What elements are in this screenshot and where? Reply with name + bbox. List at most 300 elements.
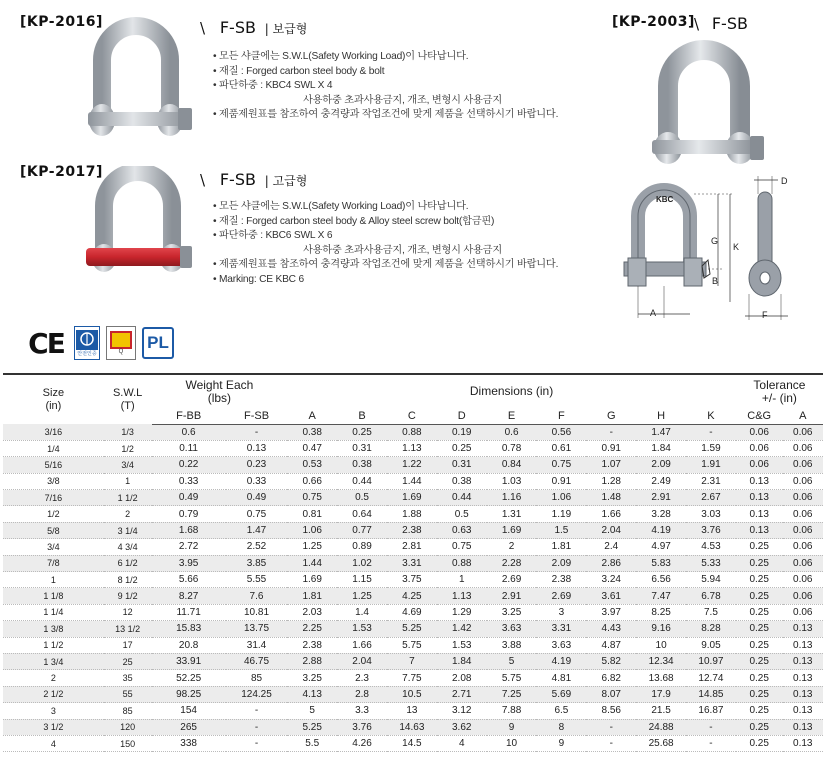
table-cell: 1.28 bbox=[601, 475, 621, 487]
col-subheader: K bbox=[686, 408, 736, 424]
swl-cell: 1 bbox=[125, 476, 131, 487]
table-cell: 1.44 bbox=[402, 475, 422, 487]
shackle-photo-kp2017 bbox=[80, 166, 200, 286]
spec-bullets-kp2017 bbox=[213, 200, 558, 288]
table-cell: 0.06 bbox=[793, 443, 813, 455]
table-row bbox=[3, 637, 823, 653]
table-cell: 12.74 bbox=[698, 672, 724, 684]
table-cell: 3.28 bbox=[651, 508, 671, 520]
table-cell: 0.13 bbox=[793, 672, 813, 684]
table-cell: 0.53 bbox=[302, 459, 322, 471]
table-cell: 0.47 bbox=[302, 443, 322, 455]
swl-cell: 85 bbox=[122, 705, 133, 716]
quality-mark-text: Q bbox=[118, 349, 124, 355]
table-cell: 0.13 bbox=[793, 623, 813, 635]
table-cell: 1.06 bbox=[302, 525, 322, 537]
table-cell: 0.13 bbox=[749, 492, 769, 504]
table-cell: 0.13 bbox=[793, 688, 813, 700]
table-cell: 7.47 bbox=[651, 590, 671, 602]
model-separator: \ bbox=[200, 19, 206, 37]
col-subheader: A bbox=[783, 408, 823, 424]
table-cell: 2.72 bbox=[178, 541, 199, 553]
swl-cell: 55 bbox=[122, 689, 133, 700]
dim-label-b: B bbox=[712, 276, 719, 286]
table-cell: 0.06 bbox=[749, 426, 769, 438]
swl-cell: 1 1/2 bbox=[117, 492, 138, 503]
table-cell: 0.88 bbox=[451, 557, 472, 569]
col-subheader: G bbox=[586, 408, 636, 424]
table-cell: 0.23 bbox=[246, 459, 267, 471]
table-cell: 8 bbox=[558, 721, 565, 733]
table-cell: 4.97 bbox=[651, 541, 671, 553]
table-cell: 4.53 bbox=[701, 541, 721, 553]
table-cell: 0.06 bbox=[749, 443, 769, 455]
table-cell: 9.16 bbox=[651, 623, 671, 635]
table-cell: 0.06 bbox=[793, 590, 813, 602]
table-cell: 1.68 bbox=[178, 525, 199, 537]
table-cell: 1.66 bbox=[601, 508, 621, 520]
table-cell: 3.85 bbox=[246, 557, 267, 569]
table-cell: 0.06 bbox=[793, 525, 813, 537]
table-cell: 1.53 bbox=[352, 623, 372, 635]
table-cell: 0.31 bbox=[451, 459, 472, 471]
table-cell: 1.81 bbox=[302, 590, 322, 602]
product-code-kp2017: [KP-2017] bbox=[20, 164, 103, 180]
table-cell: 0.79 bbox=[178, 508, 199, 520]
grade-label: | 보급형 bbox=[264, 22, 308, 36]
table-cell: 0.13 bbox=[793, 721, 813, 733]
table-cell: 0.75 bbox=[551, 459, 572, 471]
table-cell: 13.68 bbox=[648, 672, 674, 684]
table-cell: 2.71 bbox=[451, 688, 472, 700]
table-cell: 0.06 bbox=[793, 475, 813, 487]
table-cell: 2.4 bbox=[604, 541, 619, 553]
table-cell: 1.5 bbox=[554, 525, 569, 537]
table-cell: 0.25 bbox=[749, 557, 769, 569]
table-cell: 2.09 bbox=[551, 557, 572, 569]
table-cell: 4.87 bbox=[601, 639, 621, 651]
table-cell: 4.19 bbox=[651, 525, 671, 537]
table-cell: 16.87 bbox=[698, 705, 724, 717]
table-cell: - bbox=[254, 738, 259, 750]
table-cell: 3.75 bbox=[402, 574, 422, 586]
table-cell: 1.69 bbox=[501, 525, 522, 537]
shackle-photo-kp2003 bbox=[640, 36, 770, 176]
table-cell: 0.13 bbox=[749, 525, 769, 537]
table-header-row bbox=[3, 374, 823, 408]
table-row bbox=[3, 440, 823, 456]
table-cell: 0.19 bbox=[451, 426, 472, 438]
table-cell: 5.83 bbox=[651, 557, 671, 569]
table-cell: 0.44 bbox=[451, 492, 472, 504]
table-cell: 3.25 bbox=[501, 606, 522, 618]
swl-cell: 2 bbox=[125, 509, 131, 520]
table-row bbox=[3, 457, 823, 473]
table-cell: 15.83 bbox=[176, 623, 202, 635]
table-row bbox=[3, 686, 823, 702]
bullet-item: • 파단하중 : KBC4 SWL X 4 bbox=[213, 80, 333, 92]
table-cell: 8.25 bbox=[651, 606, 671, 618]
table-cell: 0.25 bbox=[749, 688, 769, 700]
size-cell: 1 bbox=[50, 574, 56, 585]
model-label-kp2003 bbox=[694, 14, 748, 33]
table-cell: 0.5 bbox=[355, 492, 369, 504]
table-cell: 0.06 bbox=[793, 508, 813, 520]
col-subheader: B bbox=[337, 408, 387, 424]
table-cell: 0.25 bbox=[749, 721, 769, 733]
table-cell: 0.25 bbox=[749, 672, 769, 684]
table-cell: 0.38 bbox=[352, 459, 372, 471]
table-cell: 2.52 bbox=[246, 541, 267, 553]
table-cell: 7.6 bbox=[249, 590, 264, 602]
shackle-photo-kp2016 bbox=[78, 12, 198, 142]
table-cell: 0.31 bbox=[352, 443, 372, 455]
table-cell: 0.25 bbox=[749, 590, 769, 602]
table-row bbox=[3, 539, 823, 555]
bullet-item: • 제품제원표를 참조하여 충격량과 작업조건에 맞게 제품을 선택하시기 바랍니다. bbox=[213, 109, 559, 121]
table-row bbox=[3, 522, 823, 538]
table-cell: 0.61 bbox=[551, 443, 572, 455]
table-cell: 0.13 bbox=[749, 475, 769, 487]
table-cell: 3.76 bbox=[701, 525, 721, 537]
table-cell: 1.02 bbox=[352, 557, 372, 569]
table-cell: 8.27 bbox=[178, 590, 199, 602]
table-cell: 7.25 bbox=[501, 688, 522, 700]
table-cell: 2.81 bbox=[402, 541, 422, 553]
table-cell: 5.25 bbox=[402, 623, 422, 635]
model-label-kp2017 bbox=[200, 170, 307, 189]
table-cell: 3.31 bbox=[551, 623, 572, 635]
table-cell: 1.84 bbox=[451, 656, 472, 668]
table-cell: 1.48 bbox=[601, 492, 621, 504]
table-cell: 13 bbox=[406, 705, 418, 717]
table-cell: 2.38 bbox=[302, 639, 322, 651]
table-cell: 14.5 bbox=[402, 738, 422, 750]
table-cell: 0.77 bbox=[352, 525, 372, 537]
table-cell: - bbox=[254, 426, 259, 438]
table-cell: - bbox=[254, 721, 259, 733]
model-name: F-SB bbox=[219, 170, 256, 189]
table-cell: 0.11 bbox=[179, 443, 198, 455]
table-cell: 0.25 bbox=[749, 656, 769, 668]
table-cell: 0.06 bbox=[793, 459, 813, 471]
table-cell: 2.91 bbox=[501, 590, 522, 602]
table-cell: 2.8 bbox=[355, 688, 369, 700]
table-cell: 5.33 bbox=[701, 557, 721, 569]
table-cell: 1.15 bbox=[352, 574, 372, 586]
table-cell: 0.6 bbox=[504, 426, 519, 438]
table-cell: 2.08 bbox=[451, 672, 472, 684]
col-header-size: Size (in) bbox=[42, 386, 65, 412]
table-cell: 52.25 bbox=[176, 672, 202, 684]
table-cell: 1.91 bbox=[701, 459, 721, 471]
table-body bbox=[3, 424, 823, 752]
table-cell: 11.71 bbox=[176, 606, 201, 618]
table-cell: - bbox=[609, 738, 613, 750]
table-cell: 0.13 bbox=[793, 656, 813, 668]
table-cell: 0.25 bbox=[352, 426, 372, 438]
size-cell: 5/16 bbox=[44, 459, 63, 470]
table-cell: 1 bbox=[458, 574, 465, 586]
table-cell: 5.5 bbox=[305, 738, 320, 750]
table-cell: 4 bbox=[458, 738, 465, 750]
table-cell: 3.88 bbox=[501, 639, 522, 651]
size-cell: 3/16 bbox=[44, 426, 63, 437]
table-row bbox=[3, 555, 823, 571]
table-cell: 0.33 bbox=[246, 475, 267, 487]
table-cell: 46.75 bbox=[243, 656, 270, 668]
ce-mark-logo bbox=[24, 327, 68, 359]
table-cell: 0.33 bbox=[178, 475, 199, 487]
table-cell: 0.44 bbox=[352, 475, 372, 487]
swl-cell: 1/3 bbox=[121, 426, 134, 437]
table-cell: 4.13 bbox=[302, 688, 322, 700]
table-cell: 5 bbox=[508, 656, 515, 668]
table-cell: 24.88 bbox=[648, 721, 674, 733]
table-cell: 2.38 bbox=[402, 525, 422, 537]
table-cell: 2.91 bbox=[651, 492, 671, 504]
table-cell: 1.13 bbox=[451, 590, 472, 602]
table-cell: 1.44 bbox=[302, 557, 322, 569]
table-cell: 1.13 bbox=[402, 443, 422, 455]
table-cell: 7 bbox=[409, 656, 415, 668]
table-cell: 2.04 bbox=[601, 525, 621, 537]
table-cell: 0.13 bbox=[793, 705, 813, 717]
table-cell: 7.88 bbox=[501, 705, 522, 717]
table-cell: 6.56 bbox=[651, 574, 671, 586]
size-cell: 2 bbox=[50, 673, 56, 684]
table-cell: 10 bbox=[655, 639, 667, 651]
table-cell: 0.25 bbox=[749, 606, 769, 618]
swl-cell: 9 1/2 bbox=[117, 591, 138, 602]
table-cell: 4.25 bbox=[402, 590, 422, 602]
table-cell: 9 bbox=[558, 738, 565, 750]
bullet-item: • 제품제원표를 참조하여 충격량과 작업조건에 맞게 제품을 선택하시기 바랍니다. bbox=[213, 259, 559, 271]
table-cell: 0.88 bbox=[402, 426, 422, 438]
size-cell: 7/8 bbox=[47, 558, 60, 569]
table-row bbox=[3, 621, 823, 637]
table-cell: 1.06 bbox=[551, 492, 572, 504]
size-cell: 1 1/2 bbox=[43, 640, 64, 651]
table-cell: 0.91 bbox=[601, 443, 621, 455]
col-header-dimensions: Dimensions (in) bbox=[469, 384, 554, 398]
table-cell: 2.31 bbox=[701, 475, 721, 487]
pl-mark-text: PL bbox=[147, 333, 169, 352]
bullet-item: • 모든 샤클에는 S.W.L(Safety Working Load)이 나타납니다. bbox=[213, 201, 469, 212]
table-cell: - bbox=[609, 426, 613, 438]
table-cell: 10.5 bbox=[402, 688, 422, 700]
model-label-kp2016 bbox=[200, 18, 307, 37]
kosha-mark-text: 안전인증 bbox=[77, 350, 97, 357]
table-cell: 0.75 bbox=[246, 508, 267, 520]
table-cell: 0.06 bbox=[793, 492, 813, 504]
table-cell: 10.81 bbox=[243, 606, 270, 618]
table-cell: 1.69 bbox=[402, 492, 422, 504]
table-cell: 0.81 bbox=[302, 508, 322, 520]
table-cell: 5.66 bbox=[178, 574, 199, 586]
table-cell: 2.67 bbox=[701, 492, 721, 504]
table-row bbox=[3, 490, 823, 506]
size-cell: 1/2 bbox=[47, 509, 60, 520]
size-cell: 7/16 bbox=[44, 492, 63, 503]
table-cell: 8.07 bbox=[601, 688, 621, 700]
table-cell: 3.24 bbox=[601, 574, 621, 586]
model-name: F-SB bbox=[219, 18, 256, 37]
table-cell: 21.5 bbox=[651, 705, 671, 717]
table-cell: 1.53 bbox=[451, 639, 472, 651]
table-cell: 4.19 bbox=[551, 656, 572, 668]
table-cell: 5.69 bbox=[551, 688, 572, 700]
table-cell: 1.47 bbox=[246, 525, 267, 537]
table-cell: 5 bbox=[309, 705, 315, 717]
table-cell: 14.85 bbox=[698, 688, 724, 700]
col-subheader: D bbox=[437, 408, 487, 424]
swl-cell: 35 bbox=[122, 673, 133, 684]
col-subheader: F-SB bbox=[226, 408, 288, 424]
table-row bbox=[3, 653, 823, 669]
table-cell: 1.42 bbox=[451, 623, 472, 635]
table-cell: 5.75 bbox=[402, 639, 422, 651]
table-cell: 3.76 bbox=[352, 721, 372, 733]
size-cell: 3 1/2 bbox=[43, 722, 64, 733]
table-cell: - bbox=[254, 705, 259, 717]
table-cell: 0.38 bbox=[302, 426, 322, 438]
table-cell: 0.66 bbox=[302, 475, 322, 487]
table-cell: 10.97 bbox=[698, 656, 724, 668]
table-cell: 1.31 bbox=[501, 508, 522, 520]
table-cell: 7.5 bbox=[703, 606, 718, 618]
table-cell: 0.06 bbox=[793, 557, 813, 569]
table-cell: 3.25 bbox=[302, 672, 322, 684]
table-cell: 8.28 bbox=[701, 623, 721, 635]
model-name: F-SB bbox=[711, 14, 748, 33]
table-cell: 0.6 bbox=[181, 426, 196, 438]
dim-label-k: K bbox=[733, 242, 740, 252]
table-row bbox=[3, 588, 823, 604]
table-cell: 3.12 bbox=[451, 705, 472, 717]
bullet-item: • 파단하중 : KBC6 SWL X 6 bbox=[213, 230, 333, 242]
table-row bbox=[3, 735, 823, 751]
diagram-brand-text: KBC bbox=[656, 195, 674, 204]
spec-bullets-kp2016 bbox=[213, 50, 558, 123]
table-cell: 338 bbox=[180, 738, 197, 750]
table-cell: 4.43 bbox=[601, 623, 621, 635]
table-cell: - bbox=[709, 738, 713, 750]
bullet-item: 사용하중 초과사용금지, 개조, 변형시 사용금지 bbox=[303, 244, 502, 256]
table-cell: 3.63 bbox=[501, 623, 522, 635]
table-cell: 0.06 bbox=[793, 606, 813, 618]
table-cell: 0.91 bbox=[551, 475, 572, 487]
swl-cell: 120 bbox=[120, 722, 136, 733]
table-cell: 124.25 bbox=[241, 688, 272, 700]
table-cell: 3.03 bbox=[701, 508, 721, 520]
table-cell: 1.29 bbox=[451, 606, 472, 618]
certification-logos bbox=[24, 326, 174, 360]
table-cell: 9.05 bbox=[701, 639, 721, 651]
table-cell: 4.26 bbox=[352, 738, 372, 750]
table-cell: 4.69 bbox=[402, 606, 422, 618]
table-row bbox=[3, 670, 823, 686]
swl-cell: 6 1/2 bbox=[117, 558, 138, 569]
table-cell: 2.3 bbox=[355, 672, 369, 684]
model-separator: \ bbox=[694, 15, 700, 33]
table-cell: 5.75 bbox=[501, 672, 522, 684]
table-cell: 3.3 bbox=[355, 705, 369, 717]
table-cell: 0.13 bbox=[246, 443, 267, 455]
table-cell: 10 bbox=[506, 738, 518, 750]
table-cell: 3.97 bbox=[601, 606, 621, 618]
table-cell: 0.13 bbox=[793, 738, 813, 750]
table-cell: 0.06 bbox=[793, 541, 813, 553]
size-cell: 3 bbox=[50, 705, 56, 716]
table-cell: 3.95 bbox=[178, 557, 199, 569]
table-cell: - bbox=[609, 721, 613, 733]
col-header-weight: Weight Each (lbs) bbox=[185, 377, 254, 405]
table-cell: 1.07 bbox=[601, 459, 621, 471]
dim-label-g: G bbox=[711, 236, 719, 246]
table-cell: 0.5 bbox=[454, 508, 469, 520]
bullet-item: • 재질 : Forged carbon steel body & Alloy steel screw bolt(합금핀) bbox=[213, 215, 495, 227]
table-cell: 0.38 bbox=[451, 475, 472, 487]
table-cell: 1.84 bbox=[651, 443, 671, 455]
dimension-diagram bbox=[598, 174, 808, 324]
col-subheader: C bbox=[387, 408, 437, 424]
table-cell: 8.56 bbox=[601, 705, 621, 717]
table-row bbox=[3, 572, 823, 588]
table-cell: 5.82 bbox=[601, 656, 621, 668]
table-cell: 0.25 bbox=[749, 639, 769, 651]
table-cell: 98.25 bbox=[176, 688, 202, 700]
table-cell: 0.25 bbox=[749, 705, 769, 717]
table-cell: 2.38 bbox=[551, 574, 572, 586]
quality-emblem-icon bbox=[110, 331, 132, 349]
table-cell: 2.69 bbox=[551, 590, 572, 602]
table-cell: 0.63 bbox=[451, 525, 472, 537]
table-cell: 1.81 bbox=[551, 541, 572, 553]
table-cell: 1.25 bbox=[302, 541, 322, 553]
table-cell: 7.75 bbox=[402, 672, 422, 684]
swl-cell: 150 bbox=[120, 738, 136, 749]
table-cell: 1.47 bbox=[651, 426, 671, 438]
table-cell: 0.06 bbox=[793, 574, 813, 586]
bullet-item: • Marking: CE KBC 6 bbox=[213, 273, 304, 285]
size-cell: 3/8 bbox=[47, 476, 60, 487]
table-cell: - bbox=[709, 426, 713, 438]
col-subheader: H bbox=[636, 408, 686, 424]
table-cell: 0.13 bbox=[793, 639, 813, 651]
grade-label: | 고급형 bbox=[264, 174, 308, 188]
spec-table bbox=[3, 373, 823, 752]
table-cell: 6.78 bbox=[701, 590, 721, 602]
product-code-kp2016: [KP-2016] bbox=[20, 14, 103, 30]
table-cell: 1.66 bbox=[352, 639, 372, 651]
size-cell: 2 1/2 bbox=[43, 689, 64, 700]
col-subheader: C&G bbox=[736, 408, 783, 424]
table-cell: 0.06 bbox=[793, 426, 813, 438]
table-cell: 2.49 bbox=[651, 475, 671, 487]
table-cell: 5.55 bbox=[246, 574, 267, 586]
model-separator: \ bbox=[200, 171, 206, 189]
table-cell: 6.5 bbox=[554, 705, 569, 717]
dim-label-f: F bbox=[762, 310, 768, 320]
table-cell: 12.34 bbox=[648, 656, 674, 668]
table-cell: 3 bbox=[558, 606, 565, 618]
table-cell: - bbox=[709, 721, 713, 733]
kosha-mark-logo bbox=[74, 326, 100, 360]
table-cell: 1.16 bbox=[501, 492, 522, 504]
table-cell: 0.22 bbox=[178, 459, 199, 471]
size-cell: 1/4 bbox=[47, 443, 60, 454]
